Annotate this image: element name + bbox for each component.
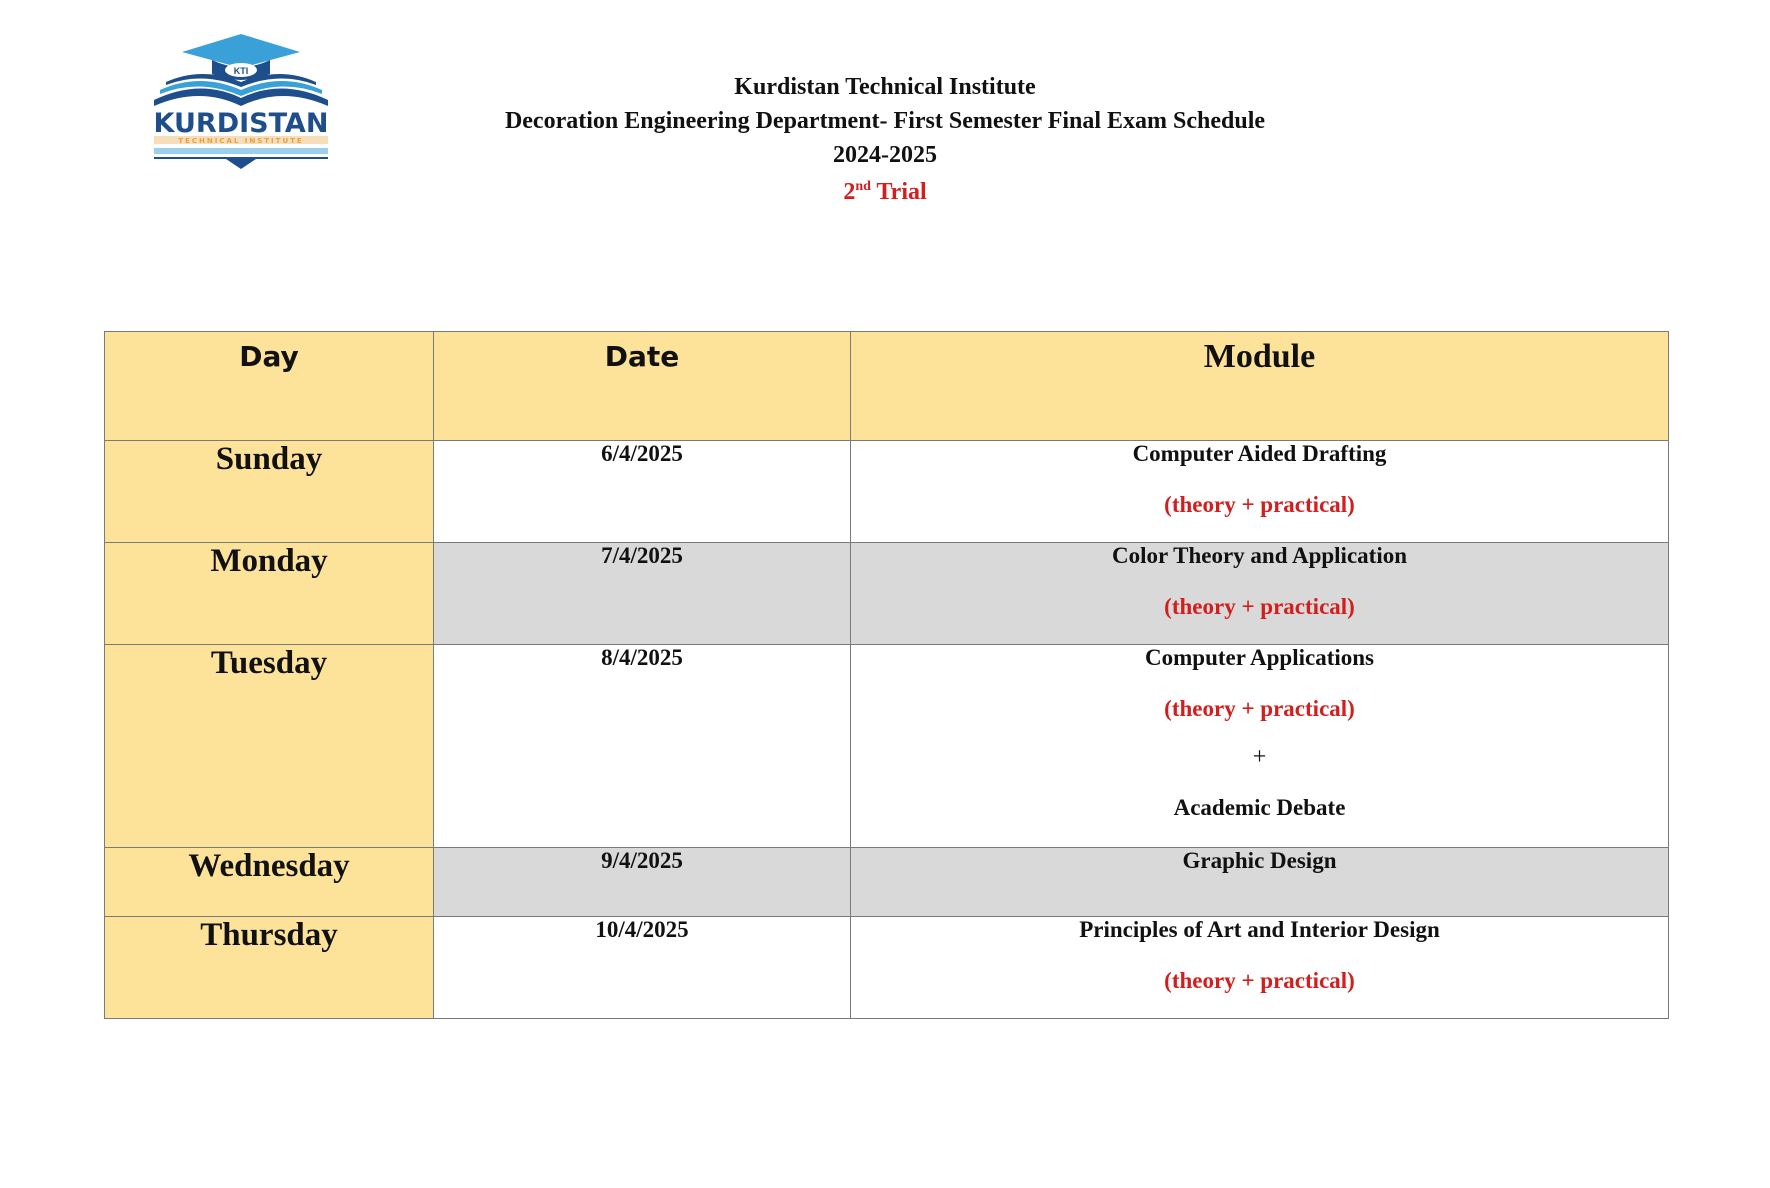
header-date: Date [434,332,851,441]
document-header [380,70,1390,210]
department-title: Decoration Engineering Department- First Semester Final Exam Schedule [504,108,1266,134]
module-cell [851,917,1669,1019]
date-cell: 6/4/2025 [434,441,851,543]
table-row [105,645,1669,848]
module-name: Principles of Art and Interior Design [1079,917,1440,942]
module-note: (theory + practical) [1164,696,1355,721]
module-cell [851,441,1669,543]
module-cell [851,645,1669,848]
graduation-cap-book-logo [150,30,332,170]
module-plus: + [1252,744,1267,770]
module-note: (theory + practical) [1164,492,1355,517]
module-name: Color Theory and Application [1111,543,1407,568]
header-day: Day [105,332,434,441]
module-name-secondary: Academic Debate [1173,795,1346,820]
trial-label [380,174,1390,210]
trial-number: 2 [843,179,856,205]
date-cell: 8/4/2025 [434,645,851,848]
module-cell [851,848,1669,917]
day-cell: Sunday [105,441,434,543]
table-row [105,543,1669,645]
module-note: (theory + practical) [1164,594,1355,619]
module-name: Computer Aided Drafting [1132,441,1387,466]
exam-schedule-table [104,331,1669,1019]
date-cell: 9/4/2025 [434,848,851,917]
trial-word: Trial [870,179,927,205]
svg-text:TECHNICAL INSTITUTE: TECHNICAL INSTITUTE [178,137,304,145]
table-row [105,441,1669,543]
date-cell: 10/4/2025 [434,917,851,1019]
module-cell [851,543,1669,645]
day-cell: Thursday [105,917,434,1019]
svg-text:KTI: KTI [233,66,249,76]
day-cell: Tuesday [105,645,434,848]
svg-text:KURDISTAN: KURDISTAN [153,108,329,139]
institute-logo [150,30,332,170]
day-cell: Monday [105,543,434,645]
date-cell: 7/4/2025 [434,543,851,645]
module-note: (theory + practical) [1164,968,1355,993]
table-row [105,848,1669,917]
module-name: Computer Applications [1145,645,1374,670]
table-row [105,917,1669,1019]
table-header-row [105,332,1669,441]
trial-suffix: nd [855,179,871,194]
institute-title: Kurdistan Technical Institute [734,74,1036,100]
day-cell: Wednesday [105,848,434,917]
header-module: Module [851,332,1669,441]
academic-year: 2024-2025 [833,142,937,168]
module-name: Graphic Design [1182,848,1337,873]
